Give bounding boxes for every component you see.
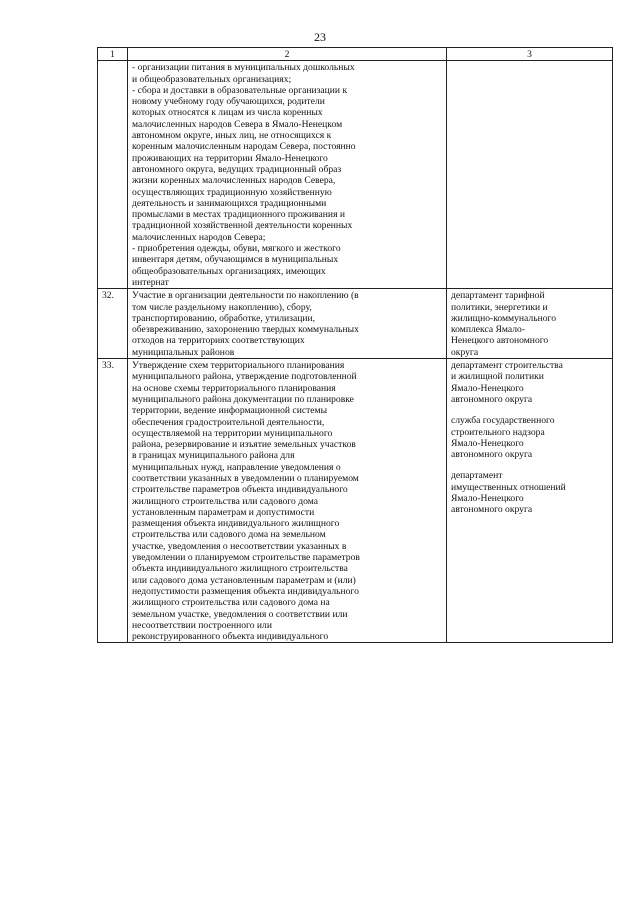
description-line: жизни коренных малочисленных народов Севера, — [132, 175, 336, 187]
responsible-agency — [451, 415, 608, 460]
description-line: автономного округа, ведущих традиционный образ — [132, 163, 342, 175]
description-line: автономном округе, иных лиц, не относящихся к — [132, 130, 332, 142]
description-line: района, резервирование и изъятие земельных участков — [132, 439, 356, 451]
description-line: Утверждение схем территориального планирования — [132, 360, 345, 372]
agency-line: жилищно-коммунального — [451, 312, 556, 324]
table-row — [98, 289, 613, 359]
table-header-row — [98, 48, 613, 61]
powers-table — [97, 47, 613, 643]
description-line: обезвреживанию, захоронению твердых коммунальных — [132, 324, 359, 336]
agency-line: департамент строительства — [451, 360, 563, 372]
power-description — [128, 359, 447, 643]
description-line: малочисленных народов Севера; — [132, 231, 266, 243]
description-line: осуществляемой на территории муниципального — [132, 427, 333, 439]
table-row — [98, 61, 613, 289]
description-line: коренным малочисленным народам Севера, постоянно — [132, 141, 356, 153]
description-line: муниципального района документации по планировке — [132, 393, 354, 405]
responsible-agency — [451, 290, 608, 358]
description-line: - организации питания в муниципальных дошкольных — [132, 62, 355, 74]
description-line: и общеобразовательных организациях; — [132, 73, 292, 85]
responsible-agency — [451, 360, 608, 405]
agency-line: Ямало-Ненецкого — [451, 382, 524, 394]
agency-line: округа — [451, 346, 479, 358]
power-description — [128, 61, 447, 289]
block-gap — [451, 460, 608, 470]
description-line: транспортированию, обработке, утилизации, — [132, 312, 316, 324]
agency-line: и жилищной политики — [451, 371, 544, 383]
agency-line: Ненецкого автономного — [451, 335, 549, 347]
agency-line: автономного округа — [451, 504, 533, 516]
responsible-body — [447, 359, 613, 643]
description-line: общеобразовательных организациях, имеющих — [132, 265, 326, 277]
agency-line: Ямало-Ненецкого — [451, 492, 524, 504]
description-line: традиционной хозяйственной деятельности коренных — [132, 220, 353, 232]
column-header-2: 2 — [128, 48, 447, 61]
column-header-3: 3 — [447, 48, 613, 61]
description-line: реконструированного объекта индивидуального — [132, 631, 329, 643]
agency-line: имущественных отношений — [451, 481, 566, 493]
description-line: том числе раздельному накоплению), сбору, — [132, 301, 312, 313]
description-line: строительстве параметров объекта индивидуального — [132, 484, 348, 496]
table-row — [98, 359, 613, 643]
agency-line: департамент — [451, 470, 503, 482]
description-line: осуществляющих традиционную хозяйственную — [132, 186, 332, 198]
description-line: размещения объекта индивидуального жилищного — [132, 518, 340, 530]
page-number: 23 — [314, 30, 326, 44]
description-line: новому учебному году обучающихся, родители — [132, 96, 325, 108]
description-line: земельном участке, уведомления о соответствии или — [132, 608, 348, 620]
description-line: участке, уведомления о несоответствии указанных в — [132, 540, 347, 552]
description-line: которых относятся к лицам из числа коренных — [132, 107, 323, 119]
description-line: инвентаря детям, обучающимся в муниципальных — [132, 254, 339, 266]
description-line: промыслами в местах традиционного проживания и — [132, 209, 346, 221]
description-line: - сбора и доставки в образовательные организации к — [132, 84, 348, 96]
description-line: или садового дома установленным параметрам и (или) — [132, 574, 356, 586]
agency-line: строительного надзора — [451, 426, 545, 438]
description-line: муниципальных нужд, направление уведомления о — [132, 461, 341, 473]
description-line: строительства или садового дома на земельном — [132, 529, 326, 541]
description-line: установленным параметрам и допустимости — [132, 506, 315, 518]
agency-line: автономного округа — [451, 393, 533, 405]
description-line: жилищного строительства или садового дома — [132, 495, 318, 507]
agency-line: служба государственного — [451, 415, 555, 427]
description-line: - приобретения одежды, обуви, мягкого и жесткого — [132, 243, 341, 255]
block-gap — [451, 405, 608, 415]
agency-line: автономного округа — [451, 449, 533, 461]
description-line: соответствии указанных в уведомлении о планируемом — [132, 472, 359, 484]
power-description — [128, 289, 447, 359]
description-line: недопустимости размещения объекта индивидуального — [132, 585, 359, 597]
responsible-body — [447, 61, 613, 289]
description-line: муниципального района, утверждение подготовленной — [132, 371, 357, 383]
description-line: малочисленных народов Севера в Ямало-Ненецком — [132, 118, 343, 130]
description-line: уведомлении о планируемом строительстве параметров — [132, 552, 360, 564]
description-line: в границах муниципального района для — [132, 450, 295, 462]
description-line: обеспечения градостроительной деятельности, — [132, 416, 325, 428]
row-number: 32. — [98, 289, 128, 359]
description-line: на основе схемы территориального планирования — [132, 382, 336, 394]
responsible-agency — [451, 470, 608, 515]
description-line: Участие в организации деятельности по накоплению (в — [132, 290, 359, 302]
column-header-1: 1 — [98, 48, 128, 61]
description-line: территории, ведение информационной системы — [132, 405, 328, 417]
description-line: интернат — [132, 276, 169, 288]
agency-line: комплекса Ямало- — [451, 324, 526, 336]
description-line: отходов на территориях соответствующих — [132, 335, 305, 347]
description-line: деятельность и занимающихся традиционными — [132, 197, 327, 209]
agency-line: Ямало-Ненецкого — [451, 437, 524, 449]
description-line: муниципальных районов — [132, 346, 235, 358]
description-line: жилищного строительства или садового дома на — [132, 597, 330, 609]
responsible-body — [447, 289, 613, 359]
agency-line: политики, энергетики и — [451, 301, 548, 313]
row-number — [98, 61, 128, 289]
description-line: объекта индивидуального жилищного строительства — [132, 563, 348, 575]
description-line: проживающих на территории Ямало-Ненецкого — [132, 152, 328, 164]
agency-line: департамент тарифной — [451, 290, 545, 302]
row-number: 33. — [98, 359, 128, 643]
description-line: несоответствии построенного или — [132, 619, 272, 631]
